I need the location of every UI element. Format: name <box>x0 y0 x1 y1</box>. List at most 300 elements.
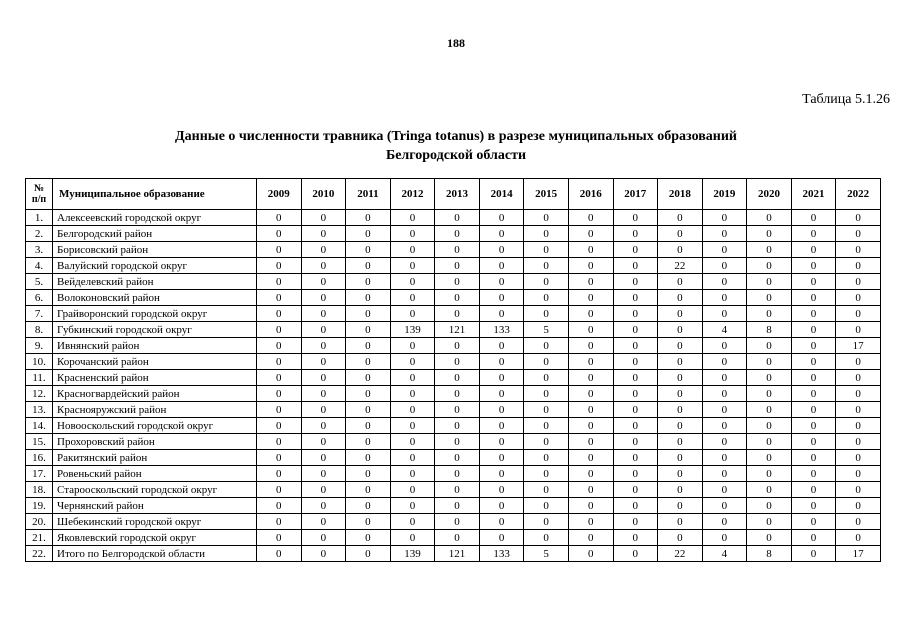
count-cell: 0 <box>658 434 703 450</box>
count-cell: 0 <box>346 386 391 402</box>
count-cell: 0 <box>613 482 658 498</box>
table-row <box>26 338 881 354</box>
row-number: 18. <box>26 482 53 498</box>
count-cell: 0 <box>479 210 524 226</box>
count-cell: 0 <box>613 450 658 466</box>
count-cell: 0 <box>568 338 613 354</box>
count-cell: 0 <box>346 514 391 530</box>
row-number: 11. <box>26 370 53 386</box>
table-row <box>26 226 881 242</box>
header-number-line-2: п/п <box>31 194 47 205</box>
count-cell: 0 <box>524 306 569 322</box>
count-cell: 0 <box>702 530 747 546</box>
count-cell: 0 <box>524 402 569 418</box>
count-cell: 0 <box>257 338 302 354</box>
header-year: 2018 <box>658 179 703 210</box>
count-cell: 133 <box>479 546 524 562</box>
table-title-line-1: Данные о численности травника (Tringa totanus) в разрезе муниципальных образований <box>175 129 737 144</box>
municipality-name: Алексеевский городской округ <box>53 210 257 226</box>
municipality-name: Прохоровский район <box>53 434 257 450</box>
count-cell: 17 <box>836 338 881 354</box>
count-cell: 0 <box>613 514 658 530</box>
count-cell: 0 <box>479 482 524 498</box>
table-row <box>26 546 881 562</box>
row-number: 13. <box>26 402 53 418</box>
count-cell: 0 <box>390 210 435 226</box>
count-cell: 0 <box>435 210 480 226</box>
count-cell: 0 <box>435 290 480 306</box>
count-cell: 0 <box>301 354 346 370</box>
count-cell: 0 <box>390 370 435 386</box>
count-cell: 139 <box>390 546 435 562</box>
count-cell: 0 <box>613 370 658 386</box>
count-cell: 0 <box>702 434 747 450</box>
count-cell: 0 <box>568 482 613 498</box>
count-cell: 0 <box>390 338 435 354</box>
count-cell: 0 <box>390 386 435 402</box>
count-cell: 0 <box>257 546 302 562</box>
count-cell: 0 <box>301 274 346 290</box>
municipality-name: Красногвардейский район <box>53 386 257 402</box>
table-row <box>26 370 881 386</box>
count-cell: 0 <box>791 210 836 226</box>
count-cell: 0 <box>301 290 346 306</box>
count-cell: 0 <box>568 210 613 226</box>
count-cell: 0 <box>524 434 569 450</box>
count-cell: 0 <box>747 466 792 482</box>
count-cell: 0 <box>702 242 747 258</box>
count-cell: 0 <box>747 370 792 386</box>
count-cell: 0 <box>613 306 658 322</box>
count-cell: 0 <box>658 514 703 530</box>
row-number: 4. <box>26 258 53 274</box>
count-cell: 0 <box>747 242 792 258</box>
count-cell: 0 <box>836 450 881 466</box>
count-cell: 0 <box>346 258 391 274</box>
count-cell: 0 <box>390 354 435 370</box>
count-cell: 0 <box>836 514 881 530</box>
count-cell: 0 <box>524 338 569 354</box>
count-cell: 0 <box>836 482 881 498</box>
count-cell: 0 <box>702 306 747 322</box>
count-cell: 4 <box>702 322 747 338</box>
row-number: 17. <box>26 466 53 482</box>
count-cell: 0 <box>301 482 346 498</box>
count-cell: 0 <box>702 354 747 370</box>
row-number: 20. <box>26 514 53 530</box>
count-cell: 0 <box>791 450 836 466</box>
municipality-name: Вейделевский район <box>53 274 257 290</box>
count-cell: 0 <box>568 418 613 434</box>
count-cell: 0 <box>435 450 480 466</box>
count-cell: 0 <box>346 306 391 322</box>
count-cell: 0 <box>257 274 302 290</box>
count-cell: 0 <box>791 226 836 242</box>
count-cell: 8 <box>747 322 792 338</box>
count-cell: 0 <box>346 290 391 306</box>
table-row <box>26 274 881 290</box>
count-cell: 0 <box>435 402 480 418</box>
table-row <box>26 434 881 450</box>
count-cell: 0 <box>836 274 881 290</box>
count-cell: 0 <box>836 386 881 402</box>
count-cell: 0 <box>613 338 658 354</box>
count-cell: 0 <box>435 434 480 450</box>
count-cell: 0 <box>390 514 435 530</box>
count-cell: 0 <box>301 498 346 514</box>
header-number-line-1: № <box>33 183 45 194</box>
count-cell: 0 <box>257 242 302 258</box>
count-cell: 0 <box>702 514 747 530</box>
count-cell: 0 <box>435 514 480 530</box>
table-row <box>26 290 881 306</box>
count-cell: 0 <box>702 450 747 466</box>
count-cell: 121 <box>435 322 480 338</box>
count-cell: 0 <box>524 450 569 466</box>
count-cell: 0 <box>658 226 703 242</box>
count-cell: 0 <box>435 482 480 498</box>
header-year: 2016 <box>568 179 613 210</box>
municipality-name: Борисовский район <box>53 242 257 258</box>
count-cell: 0 <box>836 210 881 226</box>
count-cell: 0 <box>791 354 836 370</box>
count-cell: 0 <box>747 274 792 290</box>
count-cell: 5 <box>524 322 569 338</box>
count-cell: 0 <box>658 498 703 514</box>
count-cell: 0 <box>613 322 658 338</box>
count-cell: 0 <box>613 226 658 242</box>
count-cell: 0 <box>479 290 524 306</box>
count-cell: 0 <box>301 546 346 562</box>
count-cell: 0 <box>747 258 792 274</box>
row-number: 22. <box>26 546 53 562</box>
count-cell: 0 <box>479 370 524 386</box>
count-cell: 0 <box>791 306 836 322</box>
population-table <box>25 178 881 562</box>
count-cell: 0 <box>524 354 569 370</box>
count-cell: 0 <box>390 466 435 482</box>
table-row <box>26 258 881 274</box>
count-cell: 0 <box>613 258 658 274</box>
count-cell: 0 <box>257 306 302 322</box>
count-cell: 0 <box>791 274 836 290</box>
count-cell: 0 <box>301 514 346 530</box>
count-cell: 0 <box>613 402 658 418</box>
count-cell: 0 <box>257 530 302 546</box>
municipality-name: Грайворонский городской округ <box>53 306 257 322</box>
count-cell: 0 <box>747 530 792 546</box>
table-row <box>26 210 881 226</box>
count-cell: 0 <box>836 418 881 434</box>
count-cell: 0 <box>702 386 747 402</box>
table-row <box>26 402 881 418</box>
count-cell: 0 <box>568 322 613 338</box>
count-cell: 0 <box>524 530 569 546</box>
header-year: 2015 <box>524 179 569 210</box>
row-number: 6. <box>26 290 53 306</box>
count-cell: 0 <box>346 402 391 418</box>
table-row <box>26 482 881 498</box>
table-title <box>0 127 912 165</box>
municipality-name: Губкинский городской округ <box>53 322 257 338</box>
count-cell: 0 <box>301 226 346 242</box>
count-cell: 0 <box>747 498 792 514</box>
count-cell: 0 <box>836 530 881 546</box>
count-cell: 0 <box>257 418 302 434</box>
count-cell: 0 <box>747 306 792 322</box>
count-cell: 0 <box>479 402 524 418</box>
count-cell: 0 <box>658 354 703 370</box>
table-label: Таблица 5.1.26 <box>802 92 890 107</box>
count-cell: 0 <box>479 466 524 482</box>
count-cell: 0 <box>658 290 703 306</box>
count-cell: 0 <box>568 402 613 418</box>
count-cell: 0 <box>747 482 792 498</box>
count-cell: 0 <box>747 386 792 402</box>
count-cell: 0 <box>658 306 703 322</box>
count-cell: 0 <box>479 386 524 402</box>
count-cell: 0 <box>257 226 302 242</box>
count-cell: 0 <box>747 450 792 466</box>
count-cell: 0 <box>568 226 613 242</box>
count-cell: 0 <box>836 498 881 514</box>
municipality-name: Ивнянский район <box>53 338 257 354</box>
count-cell: 0 <box>702 226 747 242</box>
header-year: 2011 <box>346 179 391 210</box>
count-cell: 0 <box>613 466 658 482</box>
table-row <box>26 322 881 338</box>
count-cell: 0 <box>524 370 569 386</box>
count-cell: 0 <box>257 482 302 498</box>
count-cell: 0 <box>613 274 658 290</box>
count-cell: 0 <box>479 242 524 258</box>
count-cell: 0 <box>747 354 792 370</box>
count-cell: 0 <box>346 418 391 434</box>
count-cell: 0 <box>613 210 658 226</box>
count-cell: 4 <box>702 546 747 562</box>
count-cell: 0 <box>836 290 881 306</box>
count-cell: 0 <box>791 258 836 274</box>
count-cell: 0 <box>301 530 346 546</box>
count-cell: 0 <box>346 370 391 386</box>
count-cell: 0 <box>435 242 480 258</box>
table-row <box>26 306 881 322</box>
count-cell: 0 <box>613 498 658 514</box>
count-cell: 0 <box>479 306 524 322</box>
count-cell: 0 <box>257 354 302 370</box>
count-cell: 0 <box>658 274 703 290</box>
count-cell: 0 <box>791 434 836 450</box>
count-cell: 0 <box>791 546 836 562</box>
count-cell: 0 <box>747 338 792 354</box>
count-cell: 0 <box>658 482 703 498</box>
count-cell: 0 <box>390 306 435 322</box>
count-cell: 121 <box>435 546 480 562</box>
header-year: 2022 <box>836 179 881 210</box>
row-number: 14. <box>26 418 53 434</box>
count-cell: 0 <box>301 338 346 354</box>
municipality-name: Старооскольский городской округ <box>53 482 257 498</box>
municipality-name: Итого по Белгородской области <box>53 546 257 562</box>
count-cell: 0 <box>568 530 613 546</box>
header-year: 2019 <box>702 179 747 210</box>
header-row <box>26 179 881 210</box>
header-year: 2009 <box>257 179 302 210</box>
count-cell: 0 <box>791 530 836 546</box>
table-row <box>26 530 881 546</box>
count-cell: 0 <box>524 418 569 434</box>
row-number: 15. <box>26 434 53 450</box>
count-cell: 0 <box>390 530 435 546</box>
count-cell: 0 <box>836 402 881 418</box>
header-year: 2017 <box>613 179 658 210</box>
count-cell: 133 <box>479 322 524 338</box>
table-body <box>26 210 881 562</box>
count-cell: 22 <box>658 258 703 274</box>
municipality-name: Шебекинский городской округ <box>53 514 257 530</box>
count-cell: 0 <box>346 322 391 338</box>
count-cell: 0 <box>301 258 346 274</box>
row-number: 3. <box>26 242 53 258</box>
count-cell: 0 <box>346 530 391 546</box>
count-cell: 0 <box>658 450 703 466</box>
count-cell: 0 <box>390 498 435 514</box>
row-number: 7. <box>26 306 53 322</box>
count-cell: 0 <box>346 210 391 226</box>
count-cell: 0 <box>390 242 435 258</box>
count-cell: 0 <box>301 242 346 258</box>
count-cell: 0 <box>435 274 480 290</box>
count-cell: 0 <box>479 354 524 370</box>
count-cell: 0 <box>747 226 792 242</box>
count-cell: 0 <box>568 514 613 530</box>
count-cell: 0 <box>836 306 881 322</box>
count-cell: 0 <box>791 290 836 306</box>
count-cell: 0 <box>524 386 569 402</box>
count-cell: 17 <box>836 546 881 562</box>
count-cell: 0 <box>301 418 346 434</box>
count-cell: 0 <box>479 434 524 450</box>
count-cell: 0 <box>257 434 302 450</box>
header-year: 2012 <box>390 179 435 210</box>
count-cell: 0 <box>479 498 524 514</box>
table-row <box>26 498 881 514</box>
count-cell: 0 <box>613 530 658 546</box>
count-cell: 0 <box>658 402 703 418</box>
table-row <box>26 386 881 402</box>
count-cell: 0 <box>479 530 524 546</box>
count-cell: 0 <box>568 450 613 466</box>
count-cell: 0 <box>479 226 524 242</box>
count-cell: 0 <box>435 466 480 482</box>
count-cell: 0 <box>747 402 792 418</box>
count-cell: 0 <box>568 466 613 482</box>
count-cell: 0 <box>257 386 302 402</box>
count-cell: 0 <box>257 210 302 226</box>
count-cell: 0 <box>524 242 569 258</box>
count-cell: 0 <box>791 498 836 514</box>
count-cell: 0 <box>524 498 569 514</box>
count-cell: 0 <box>390 434 435 450</box>
municipality-name: Валуйский городской округ <box>53 258 257 274</box>
table-row <box>26 418 881 434</box>
row-number: 16. <box>26 450 53 466</box>
count-cell: 0 <box>702 466 747 482</box>
count-cell: 0 <box>346 498 391 514</box>
row-number: 21. <box>26 530 53 546</box>
count-cell: 22 <box>658 546 703 562</box>
count-cell: 0 <box>568 274 613 290</box>
count-cell: 0 <box>836 466 881 482</box>
count-cell: 0 <box>257 370 302 386</box>
header-year: 2013 <box>435 179 480 210</box>
row-number: 10. <box>26 354 53 370</box>
count-cell: 0 <box>524 290 569 306</box>
municipality-name: Красненский район <box>53 370 257 386</box>
header-year: 2021 <box>791 179 836 210</box>
count-cell: 0 <box>568 306 613 322</box>
count-cell: 0 <box>390 450 435 466</box>
count-cell: 0 <box>702 210 747 226</box>
count-cell: 0 <box>346 274 391 290</box>
count-cell: 0 <box>524 258 569 274</box>
municipality-name: Чернянский район <box>53 498 257 514</box>
count-cell: 0 <box>702 370 747 386</box>
count-cell: 0 <box>568 386 613 402</box>
count-cell: 0 <box>791 338 836 354</box>
count-cell: 0 <box>568 498 613 514</box>
count-cell: 0 <box>435 226 480 242</box>
header-number <box>26 179 53 210</box>
count-cell: 0 <box>390 226 435 242</box>
count-cell: 0 <box>524 514 569 530</box>
page-number: 188 <box>447 36 465 50</box>
count-cell: 0 <box>301 386 346 402</box>
count-cell: 0 <box>524 466 569 482</box>
count-cell: 0 <box>747 418 792 434</box>
count-cell: 0 <box>791 386 836 402</box>
count-cell: 0 <box>435 338 480 354</box>
count-cell: 0 <box>346 338 391 354</box>
count-cell: 0 <box>702 482 747 498</box>
count-cell: 0 <box>301 210 346 226</box>
municipality-name: Яковлевский городской округ <box>53 530 257 546</box>
count-cell: 0 <box>568 258 613 274</box>
count-cell: 0 <box>613 434 658 450</box>
count-cell: 0 <box>524 274 569 290</box>
count-cell: 0 <box>568 242 613 258</box>
count-cell: 0 <box>791 514 836 530</box>
count-cell: 0 <box>791 370 836 386</box>
count-cell: 0 <box>836 354 881 370</box>
count-cell: 0 <box>702 498 747 514</box>
row-number: 8. <box>26 322 53 338</box>
count-cell: 0 <box>435 370 480 386</box>
count-cell: 0 <box>479 418 524 434</box>
count-cell: 0 <box>702 402 747 418</box>
count-cell: 0 <box>613 546 658 562</box>
count-cell: 0 <box>257 450 302 466</box>
row-number: 5. <box>26 274 53 290</box>
row-number: 19. <box>26 498 53 514</box>
table-row <box>26 354 881 370</box>
count-cell: 0 <box>702 290 747 306</box>
count-cell: 0 <box>702 274 747 290</box>
count-cell: 0 <box>479 450 524 466</box>
count-cell: 0 <box>568 290 613 306</box>
count-cell: 0 <box>346 466 391 482</box>
count-cell: 0 <box>747 514 792 530</box>
